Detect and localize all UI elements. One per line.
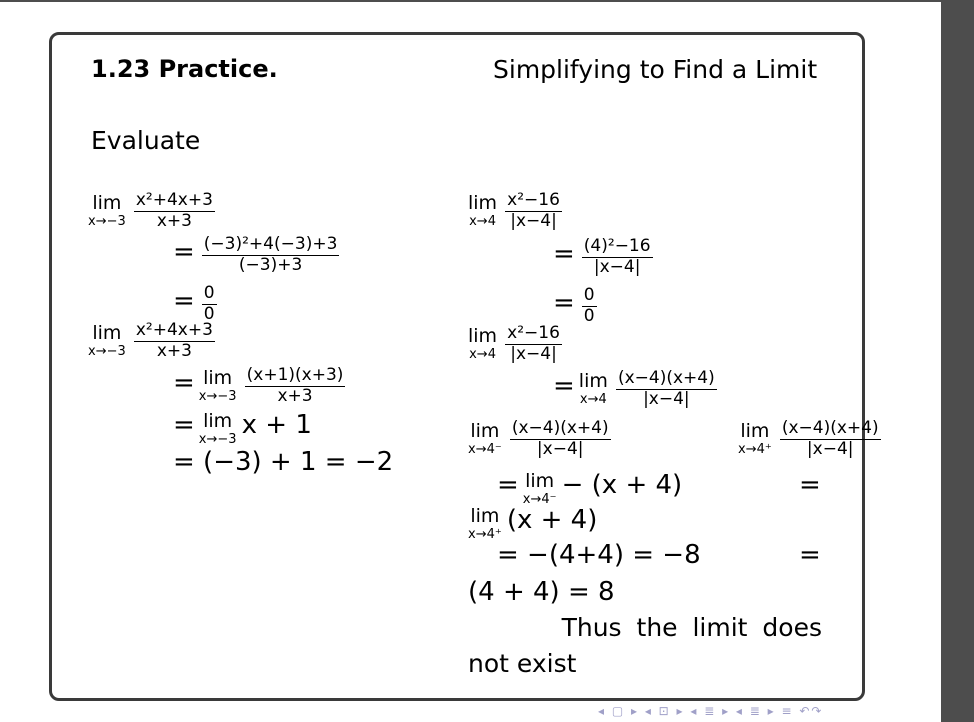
fraction: $\frac{\text{(4)²−16}}{|x-4|}$	[583, 236, 651, 277]
fraction: $\frac{\text{x²+4x+3}}{x+3}$	[135, 190, 213, 231]
left-final-result: = (−3) + 1 = −2	[173, 447, 394, 477]
left-line-2: = $\frac{\text{(−3)²+4(−3)+3}}{(-3)+3}$	[173, 234, 338, 275]
top-border	[0, 0, 974, 2]
right-line-7: = lim x→4⁻ − (x + 4)	[497, 469, 683, 507]
right-line-7-equals: =	[799, 470, 821, 500]
right-result-plus: (4 + 4) = 8	[468, 577, 615, 607]
left-line-1	[88, 192, 218, 231]
right-line-6-right-limit	[738, 420, 884, 459]
fraction: $\frac{\text{x²−16}}{|x-4|}$	[507, 323, 560, 364]
right-line-8: lim x→4⁺ (x + 4)	[468, 504, 598, 542]
right-line-1	[468, 192, 565, 231]
fraction: $\frac{\text{x²+4x+3}}{x+3}$	[135, 320, 213, 361]
limit-operator: lim x→−3	[88, 192, 126, 230]
left-line-4	[88, 322, 218, 361]
right-line-2: = $\frac{\text{(4)²−16}}{|x-4|}$	[553, 236, 651, 277]
slide-subtitle: Simplifying to Find a Limit	[493, 55, 818, 84]
left-line-6: = lim x→−3 x + 1	[173, 409, 312, 447]
fraction: $\frac{\text{(−3)²+4(−3)+3}}{(-3)+3}$	[203, 234, 338, 275]
limit-operator: lim x→−3	[88, 322, 126, 360]
fraction: $\frac{\text{x²−16}}{|x-4|}$	[507, 190, 560, 231]
limit-operator: lim x→4⁻	[468, 420, 502, 458]
right-result-minus: = −(4+4) = −8	[497, 540, 701, 570]
limit-operator: lim x→4⁺	[738, 420, 772, 458]
limit-operator: lim x→4	[468, 325, 498, 363]
limit-operator: lim x→4	[578, 370, 608, 408]
fraction: $\frac{0}{0}$	[203, 283, 215, 324]
fraction: $\frac{(x-4)(x+4)}{|x-4|}$	[511, 418, 609, 459]
fraction: $\frac{(x-4)(x+4)}{|x-4|}$	[617, 368, 715, 409]
limit-operator: lim x→4⁺	[468, 504, 502, 542]
right-line-5: = lim x→4 $\frac{(x-4)(x+4)}{|x-4|}$	[553, 368, 715, 409]
conclusion-line-1: Thus the limit does	[561, 613, 822, 642]
left-line-3: = $\frac{0}{0}$	[173, 283, 215, 324]
right-line-9-equals: =	[799, 540, 821, 570]
limit-operator: lim x→4⁻	[522, 469, 557, 507]
left-line-5: = lim x→−3 $\frac{(x+1)(x+3)}{x+3}$	[173, 365, 344, 406]
right-line-4	[468, 325, 565, 364]
beamer-navigation-bar[interactable]: ◂ ▢ ▸ ◂ ⊡ ▸ ◂ ≣ ▸ ◂ ≣ ▸ ≡ ↶↷	[598, 704, 824, 718]
fraction: $\frac{(x+1)(x+3)}{x+3}$	[246, 365, 344, 406]
limit-operator: lim x→−3	[198, 409, 237, 447]
evaluate-prompt: Evaluate	[91, 126, 201, 155]
right-line-3: = $\frac{0}{0}$	[553, 285, 595, 326]
right-line-6-left-limit	[468, 420, 614, 459]
viewer-scrollbar-gutter[interactable]	[941, 0, 974, 722]
slide-title: 1.23 Practice.	[91, 55, 278, 83]
fraction: $\frac{0}{0}$	[583, 285, 595, 326]
fraction: $\frac{(x-4)(x+4)}{|x-4|}$	[781, 418, 879, 459]
conclusion-line-2: not exist	[468, 649, 577, 678]
limit-operator: lim x→−3	[198, 367, 237, 405]
limit-operator: lim x→4	[468, 192, 498, 230]
